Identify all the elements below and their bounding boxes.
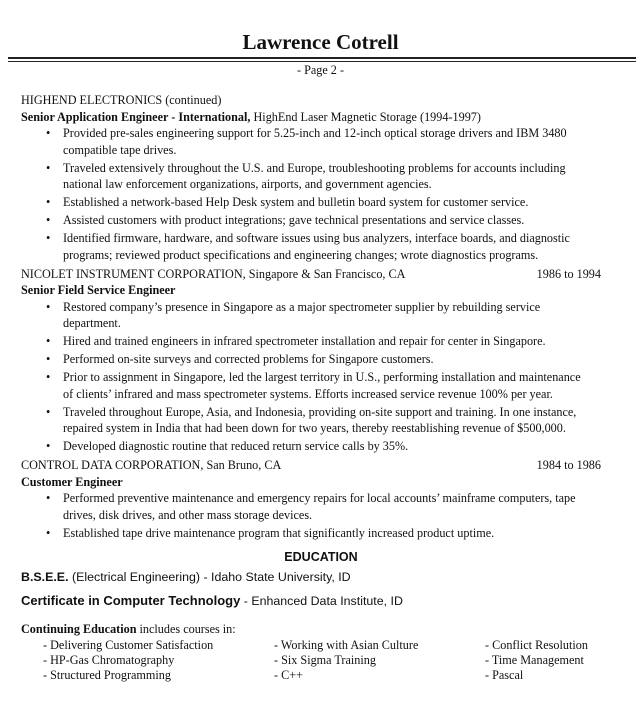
certificate-name: Certificate in Computer Technology [21, 593, 241, 609]
bullet-item: • Traveled throughout Europe, Asia, and Indonesia, providing on-site support and training. In one instance, repaired system in India that had been down for two years, thereby reestablishing revenue of $500,000. [21, 404, 621, 437]
course-item: - C++ [274, 667, 303, 682]
bullet-item: • Restored company’s presence in Singapore as a major spectrometer supplier by rebuilding service department. [21, 299, 621, 332]
job-dates: 1984 to 1986 [536, 457, 601, 472]
course-column [43, 638, 213, 683]
bullet-item: • Performed on-site surveys and corrected problems for Singapore customers. [21, 351, 621, 368]
certificate-line [21, 593, 621, 617]
course-list [21, 638, 621, 686]
continuing-education-label: Continuing Education [21, 622, 137, 637]
job-title-bold: Customer Engineer [21, 474, 123, 489]
degree-detail: (Electrical Engineering) - Idaho State University, ID [68, 570, 351, 585]
job-dates: 1986 to 1994 [536, 266, 601, 281]
course-item: - HP-Gas Chromatography [43, 652, 175, 667]
bullet-item: • Prior to assignment in Singapore, led the largest territory in U.S., performing installation and maintenance of clients’ infrared and mass spectrometer systems. Efforts increased service revenue 100% per year. [21, 369, 621, 402]
certificate-detail: - Enhanced Data Institute, ID [240, 594, 403, 609]
job-entry-highend [21, 92, 621, 264]
resume-body [21, 92, 621, 686]
job-bullets [21, 125, 621, 263]
company-name: HIGHEND ELECTRONICS (continued) [21, 93, 222, 107]
bullet-item: • Provided pre-sales engineering support for 5.25-inch and 12-inch optical storage drivers and IBM 3480 compatible tape drives. [21, 125, 621, 158]
job-company [21, 457, 621, 474]
continuing-education-detail: includes courses in: [136, 622, 236, 637]
course-item: - Pascal [485, 667, 524, 682]
course-column [274, 638, 418, 683]
course-item: - Time Management [485, 652, 584, 667]
bullet-item: • Identified firmware, hardware, and software issues using bus analyzers, interface boards, and diagnostic programs; reviewed product specifications and engineering changes; wrote diagnostics programs. [21, 230, 621, 263]
job-company [21, 266, 621, 283]
bullet-item: • Established a network-based Help Desk system and bulletin board system for customer service. [21, 194, 621, 211]
company-name: NICOLET INSTRUMENT CORPORATION, Singapore & San Francisco, CA [21, 266, 406, 281]
bullet-item: • Traveled extensively throughout the U.S. and Europe, troubleshooting problems for accounts including national law enforcement organizations, airports, and government agencies. [21, 160, 621, 193]
job-entry-control-data [21, 457, 621, 541]
job-title-bold: Senior Field Service Engineer [21, 283, 176, 298]
header-rule-thick [8, 57, 636, 59]
degree-line [21, 569, 621, 593]
course-column [485, 638, 588, 683]
job-title-rest: HighEnd Laser Magnetic Storage (1994-1997) [250, 109, 481, 124]
bullet-item: • Established tape drive maintenance program that significantly increased product uptime. [21, 525, 621, 542]
course-item: - Working with Asian Culture [274, 637, 419, 652]
continuing-education-line [21, 621, 621, 638]
job-title [21, 109, 621, 126]
course-item: - Delivering Customer Satisfaction [43, 637, 214, 652]
education-heading: EDUCATION [284, 550, 358, 565]
bullet-item: • Assisted customers with product integrations; gave technical presentations and service classes. [21, 212, 621, 229]
job-title [21, 282, 621, 299]
course-item: - Structured Programming [43, 667, 171, 682]
course-item: - Six Sigma Training [274, 652, 376, 667]
job-entry-nicolet [21, 266, 621, 455]
course-item: - Conflict Resolution [485, 637, 588, 652]
job-bullets [21, 299, 621, 455]
bullet-item: • Performed preventive maintenance and emergency repairs for local accounts’ mainframe computers, tape drives, disk drives, and other mass storage devices. [21, 490, 621, 523]
job-bullets [21, 490, 621, 541]
degree-name: B.S.E.E. [21, 570, 69, 585]
job-company [21, 92, 621, 109]
job-title [21, 474, 621, 491]
bullet-item: • Hired and trained engineers in infrared spectrometer installation and repair for center in Singapore. [21, 333, 621, 350]
company-name: CONTROL DATA CORPORATION, San Bruno, CA [21, 457, 282, 472]
bullet-item: • Developed diagnostic routine that reduced return service calls by 35%. [21, 438, 621, 455]
page-number: - Page 2 - [296, 63, 345, 77]
job-title-bold: Senior Application Engineer - International, [21, 109, 251, 124]
candidate-name: Lawrence Cotrell [242, 30, 399, 54]
